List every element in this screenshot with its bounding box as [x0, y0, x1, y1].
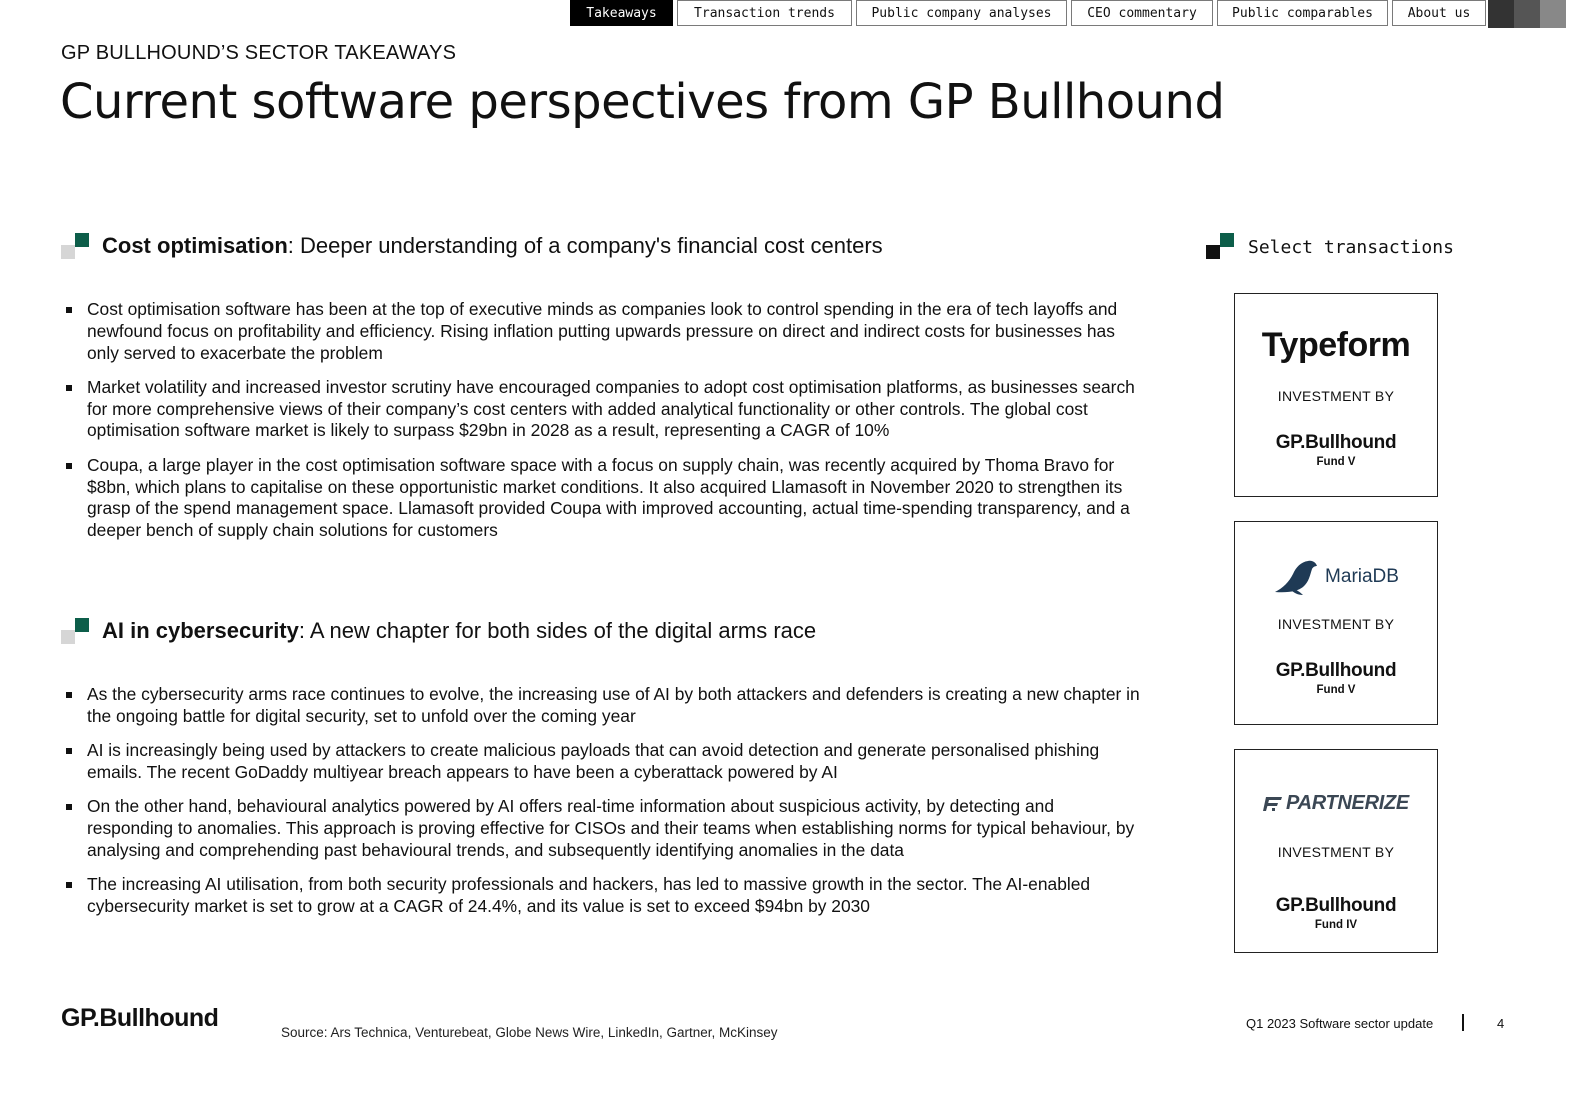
tab-takeaways[interactable]: Takeaways: [570, 0, 673, 26]
top-nav: [570, 0, 1490, 28]
list-item: Market volatility and increased investor scrutiny have encouraged companies to adopt cost optimisation platforms, as businesses search for more comprehensive views of their company’s cost centers with added analytical functionality or other controls. The global cost optimisation software market is likely to surpass $29bn in 2028 as a result, representing a CAGR of 10%: [62, 377, 1142, 442]
investment-label: INVESTMENT BY: [1277, 388, 1395, 404]
list-item: On the other hand, behavioural analytics powered by AI offers real-time information about suspicious activity, by detecting and responding to anomalies. This approach is proving effective for CISOs and their teams when establishing norms for typical behaviour, by analysing and comprehending past behavioural trends, and subsequently identifying anomalies in the data: [62, 796, 1142, 861]
mariadb-logo: [1235, 558, 1437, 596]
list-item: As the cybersecurity arms race continues to evolve, the increasing use of AI by both attackers and defenders is creating a new chapter in the ongoing battle for digital security, set to unfold over the coming year: [62, 684, 1142, 728]
section-heading-bold: Cost optimisation: [102, 233, 288, 258]
tab-transaction-trends[interactable]: Transaction trends: [677, 0, 852, 26]
section-marker-icon: [61, 618, 91, 648]
footer-logo: GP.Bullhound: [61, 1004, 219, 1032]
bullet-list-cost-optimisation: [62, 299, 1142, 554]
nav-square-dark: [1488, 0, 1514, 28]
transactions-marker-icon: [1206, 233, 1236, 263]
page-number: 4: [1497, 1016, 1505, 1031]
page-title: Current software perspectives from GP Bullhound: [60, 74, 1225, 130]
tab-public-company-analyses[interactable]: Public company analyses: [856, 0, 1067, 26]
investor-name: GP.Bullhound: [1275, 660, 1397, 681]
typeform-logo: Typeform: [1261, 326, 1411, 364]
transaction-card-mariadb: [1234, 521, 1438, 725]
investor-name: GP.Bullhound: [1275, 895, 1397, 916]
fund-label: Fund V: [1316, 456, 1356, 468]
section-marker-icon: [61, 233, 91, 263]
list-item: Cost optimisation software has been at the top of executive minds as companies look to control spending in the era of tech layoffs and newfound focus on profitability and efficiency. Rising inflation putting upwards pressure on direct and indirect costs for businesses has only served to exacerbate the problem: [62, 299, 1142, 364]
investment-label: INVESTMENT BY: [1277, 616, 1395, 632]
section-heading-rest: : Deeper understanding of a company's financial cost centers: [287, 233, 883, 258]
section-kicker: GP BULLHOUND’S SECTOR TAKEAWAYS: [61, 42, 457, 64]
sea-lion-icon: [1273, 558, 1323, 596]
bullet-list-ai-cybersecurity: [62, 684, 1142, 930]
section-heading-ai-cybersecurity: [102, 618, 816, 644]
transactions-heading: Select transactions: [1248, 237, 1454, 258]
section-heading-rest: : A new chapter for both sides of the digital arms race: [298, 618, 817, 643]
footer-divider: [1462, 1014, 1464, 1031]
partnerize-logo: [1235, 792, 1437, 815]
partnerize-wordmark: PARTNERIZE: [1286, 792, 1409, 814]
transaction-card-typeform: [1234, 293, 1438, 497]
fund-label: Fund IV: [1314, 919, 1358, 931]
section-heading-bold: AI in cybersecurity: [102, 618, 299, 643]
fund-label: Fund V: [1316, 684, 1356, 696]
report-name: Q1 2023 Software sector update: [1246, 1016, 1434, 1031]
nav-square-light: [1540, 0, 1566, 28]
list-item: Coupa, a large player in the cost optimisation software space with a focus on supply chain, was recently acquired by Thoma Bravo for $8bn, which plans to capitalise on these opportunistic market conditions. It also acquired Llamasoft in November 2020 to strengthen its grasp of the spend management space. Llamasoft provided Coupa with improved accounting, actual time-spending transparency, and a deeper bench of supply chain solutions for customers: [62, 455, 1142, 542]
transaction-card-partnerize: [1234, 749, 1438, 953]
nav-square-mid: [1514, 0, 1540, 28]
tab-public-comparables[interactable]: Public comparables: [1217, 0, 1388, 26]
tab-about-us[interactable]: About us: [1392, 0, 1486, 26]
list-item: The increasing AI utilisation, from both security professionals and hackers, has led to massive growth in the sector. The AI-enabled cybersecurity market is set to grow at a CAGR of 24.4%, and its value is set to exceed $94bn by 2030: [62, 874, 1142, 918]
section-heading-cost-optimisation: [102, 233, 883, 259]
list-item: AI is increasingly being used by attackers to create malicious payloads that can avoid detection and generate personalised phishing emails. The recent GoDaddy multiyear breach appears to have been a cyberattack powered by AI: [62, 740, 1142, 784]
tab-ceo-commentary[interactable]: CEO commentary: [1071, 0, 1213, 26]
nav-squares: [1488, 0, 1566, 28]
investment-label: INVESTMENT BY: [1277, 844, 1395, 860]
mariadb-wordmark: MariaDB: [1325, 566, 1399, 587]
source-note: Source: Ars Technica, Venturebeat, Globe News Wire, LinkedIn, Gartner, McKinsey: [281, 1025, 778, 1040]
investor-name: GP.Bullhound: [1275, 432, 1397, 453]
partnerize-mark-icon: [1263, 796, 1283, 812]
